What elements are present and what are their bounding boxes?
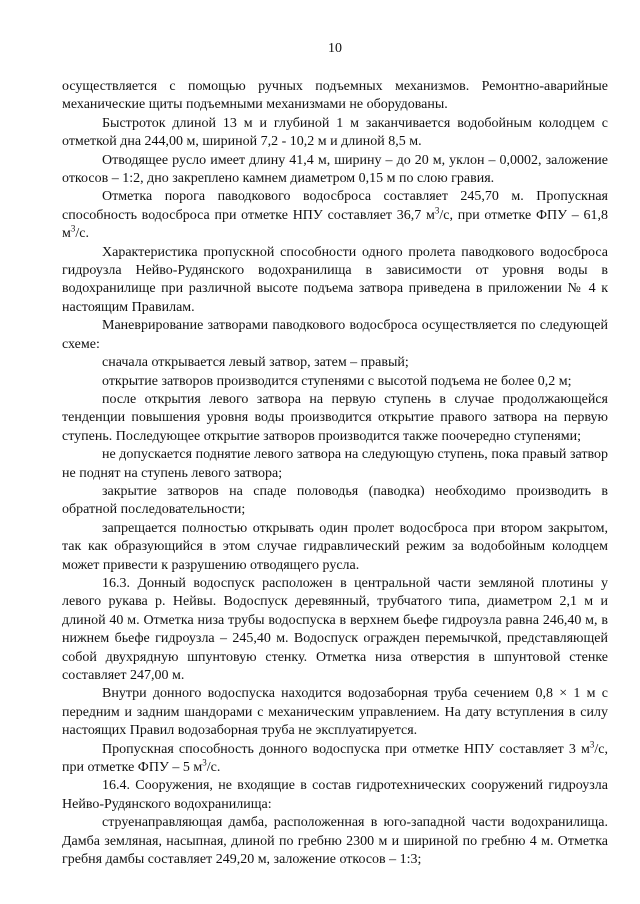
- paragraph: 16.4. Сооружения, не входящие в состав гидротехнических сооружений гидроузла Нейво-Рудянского водохранилища:: [62, 778, 608, 812]
- superscript: 3: [202, 757, 207, 768]
- paragraph: струенаправляющая дамба, расположенная в юго-западной части водохранилища. Дамба земляная, насыпная, длиной по гребню 2300 м и шириной по гребню 4 м. Отметка гребня дамбы составляет 249,20 м, заложение откосов – 1:3;: [62, 815, 608, 868]
- superscript: 3: [589, 738, 595, 749]
- paragraph: Внутри донного водоспуска находится водозаборная труба сечением 0,8 × 1 м с передним и задним шандорами с механическим управлением. На дату вступления в силу настоящих Правил водозаборная труба не эксплуатируется.: [62, 686, 608, 739]
- page-number: 10: [328, 41, 342, 56]
- paragraph: сначала открывается левый затвор, затем – правый;: [102, 355, 409, 371]
- paragraph: Характеристика пропускной способности одного пролета паводкового водосброса гидроузла Нейво-Рудянского водохранилища в зависимости от уровня воды в водохранилище при различной высоте подъема затвора приведена в приложении № 4 к настоящим Правилам.: [62, 244, 608, 315]
- document-body: [62, 78, 608, 869]
- text-run: /с.: [206, 760, 221, 776]
- paragraph: Отводящее русло имеет длину 41,4 м, ширину – до 20 м, уклон – 0,0002, заложение откосов – 1:2, дно закреплено камнем диаметром 0,15 м по слою гравия.: [62, 152, 608, 187]
- paragraph: после открытия левого затвора на первую ступень в случае продолжающейся тенденции повышения уровня воды производится открытие правого затвора на первую ступень. Последующее открытие затворов производится также поочередно ступенями;: [62, 391, 608, 444]
- paragraph: [62, 738, 608, 778]
- paragraph: запрещается полностью открывать один пролет водосброса при втором закрытом, так как образующийся в этом случае гидравлический режим за водобойным колодцем может привести к разрушению отводящего русла.: [62, 520, 608, 573]
- paragraph: закрытие затворов на спаде половодья (паводка) необходимо производить в обратной последовательности;: [62, 483, 608, 518]
- superscript: 3: [70, 223, 76, 234]
- text-run: /с, при отметке ФПУ – 5 м: [62, 741, 608, 776]
- paragraph: осуществляется с помощью ручных подъемных механизмов. Ремонтно-аварийные механические щиты подъемными механизмами не оборудованы.: [62, 79, 608, 113]
- text-run: /с.: [75, 226, 89, 242]
- paragraph: Быстроток длиной 13 м и глубиной 1 м заканчивается водобойным колодцем с отметкой дна 244,00 м, шириной 7,2 - 10,2 м и длиной 8,5 м.: [62, 115, 608, 150]
- paragraph: Маневрирование затворами паводкового водосброса осуществляется по следующей схеме:: [62, 318, 608, 352]
- text-run: /с, при отметке ФПУ – 61,8 м: [62, 207, 608, 242]
- superscript: 3: [434, 205, 440, 216]
- paragraph: 16.3. Донный водоспуск расположен в центральной части земляной плотины у левого рукава р. Нейвы. Водоспуск деревянный, трубчатого типа, диаметром 2,1 м и длиной 40 м. Отметка низа трубы водоспуска в верхнем бьефе гидроузла равна 246,40 м, в нижнем бьефе гидроузла – 245,40 м. Водоспуск огражден перемычкой, представляющей собой двухрядную шпунтовую стенку. Отметка низа отверстия в шпунтовой стенке составляет 247,00 м.: [62, 575, 608, 683]
- text-run: Отметка порога паводкового водосброса составляет 245,70 м. Пропускная способность водосброса при отметке НПУ составляет 36,7 м: [62, 189, 608, 223]
- paragraph: [62, 188, 608, 243]
- paragraph: не допускается поднятие левого затвора на следующую ступень, пока правый затвор не поднят на ступень левого затвора;: [62, 447, 608, 481]
- text-run: Пропускная способность донного водоспуска при отметке НПУ составляет 3 м: [102, 741, 590, 757]
- paragraph: открытие затворов производится ступенями с высотой подъема не более 0,2 м;: [102, 373, 572, 389]
